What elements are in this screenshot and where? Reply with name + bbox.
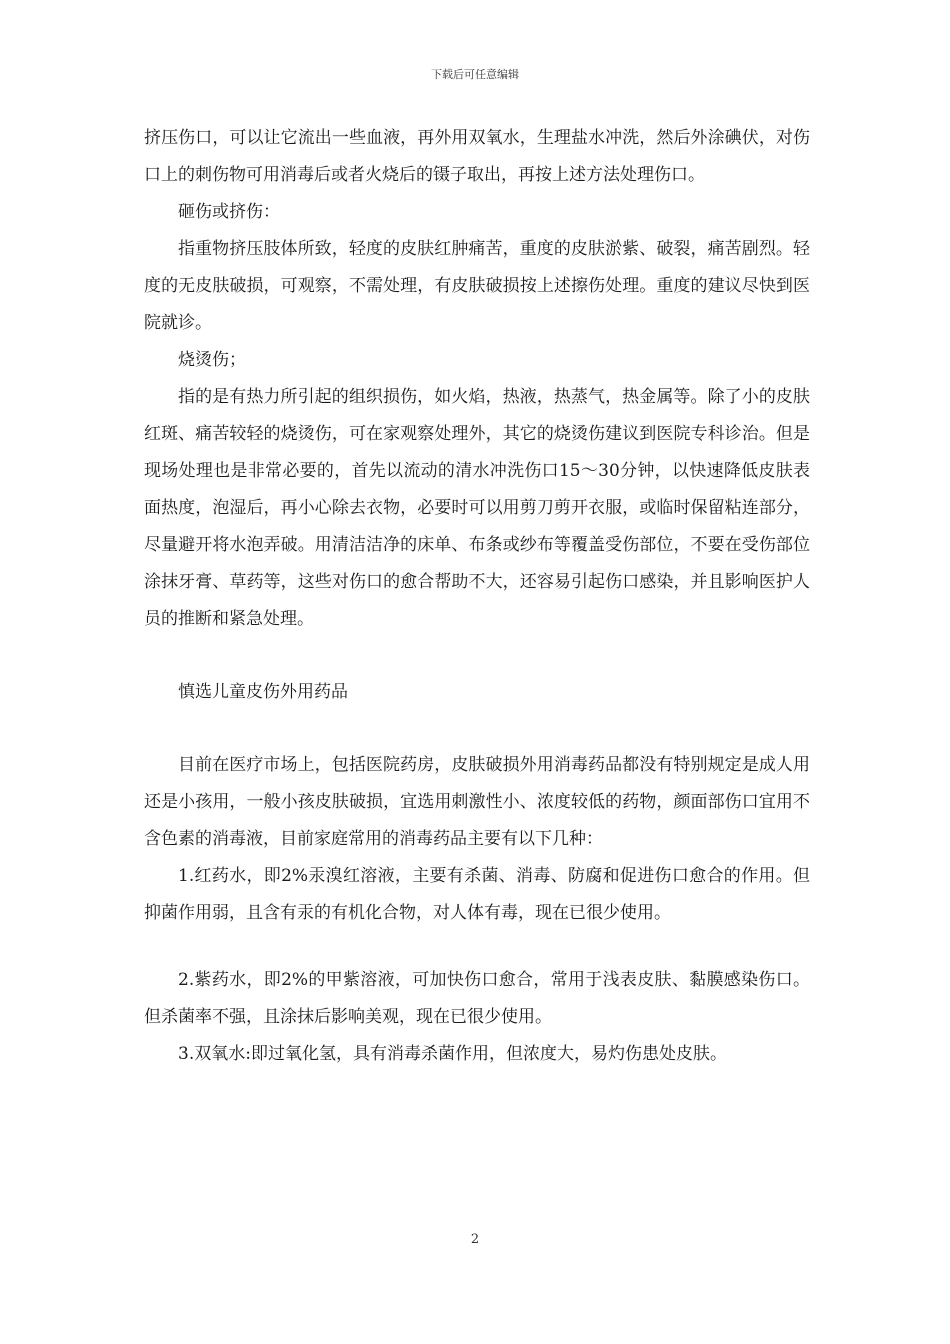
list-item-purple-medicine: 2.紫药水，即2%的甲紫溶液，可加快伤口愈合，常用于浅表皮肤、黏膜感染伤口。但杀菌率不强，且涂抹后影响美观，现在已很少使用。: [144, 970, 810, 1027]
page-number: 2: [470, 1232, 480, 1247]
page-header: 下载后可任意编辑: [431, 68, 519, 81]
paragraph-wound-continuation: 挤压伤口，可以让它流出一些血液，再外用双氧水，生理盐水冲洗，然后外涂碘伏，对伤口上的刺伤物可用消毒后或者火烧后的镊子取出，再按上述方法处理伤口。: [144, 128, 810, 185]
heading-crush-injury: 砸伤或挤伤：: [178, 202, 280, 222]
heading-burn: 烧烫伤；: [178, 350, 246, 370]
list-item-hydrogen-peroxide: 3.双氧水:即过氧化氢，具有消毒杀菌作用，但浓度大，易灼伤患处皮肤。: [178, 1044, 727, 1064]
document-body: [144, 120, 810, 1073]
paragraph-crush-injury: 指重物挤压肢体所致，轻度的皮肤红肿痛苦，重度的皮肤淤紫、破裂，痛苦剧烈。轻度的无皮肤破损，可观察，不需处理，有皮肤破损按上述擦伤处理。重度的建议尽快到医院就诊。: [144, 239, 810, 333]
list-item-red-medicine: 1.红药水，即2%汞溴红溶液，主要有杀菌、消毒、防腐和促进伤口愈合的作用。但抑菌作用弱，且含有汞的有机化合物，对人体有毒，现在已很少使用。: [144, 866, 810, 923]
heading-select-medicine: 慎选儿童皮伤外用药品: [178, 682, 348, 702]
paragraph-select-medicine: 目前在医疗市场上，包括医院药房，皮肤破损外用消毒药品都没有特别规定是成人用还是小孩用，一般小孩皮肤破损，宜选用刺激性小、浓度较低的药物，颜面部伤口宜用不含色素的消毒液，目前家庭常用的消毒药品主要有以下几种：: [144, 755, 810, 849]
paragraph-burn: 指的是有热力所引起的组织损伤，如火焰，热液，热蒸气，热金属等。除了小的皮肤红斑、痛苦较轻的烧烫伤，可在家观察处理外，其它的烧烫伤建议到医院专科诊治。但是现场处理也是非常必要的，首先以流动的清水冲洗伤口15～30分钟，以快速降低皮肤表面热度，泡湿后，再小心除去衣物，必要时可以用剪刀剪开衣服，或临时保留粘连部分，尽量避开将水泡弄破。用清洁洁净的床单、布条或纱布等覆盖受伤部位，不要在受伤部位涂抹牙膏、草药等，这些对伤口的愈合帮助不大，还容易引起伤口感染，并且影响医护人员的推断和紧急处理。: [144, 387, 810, 629]
